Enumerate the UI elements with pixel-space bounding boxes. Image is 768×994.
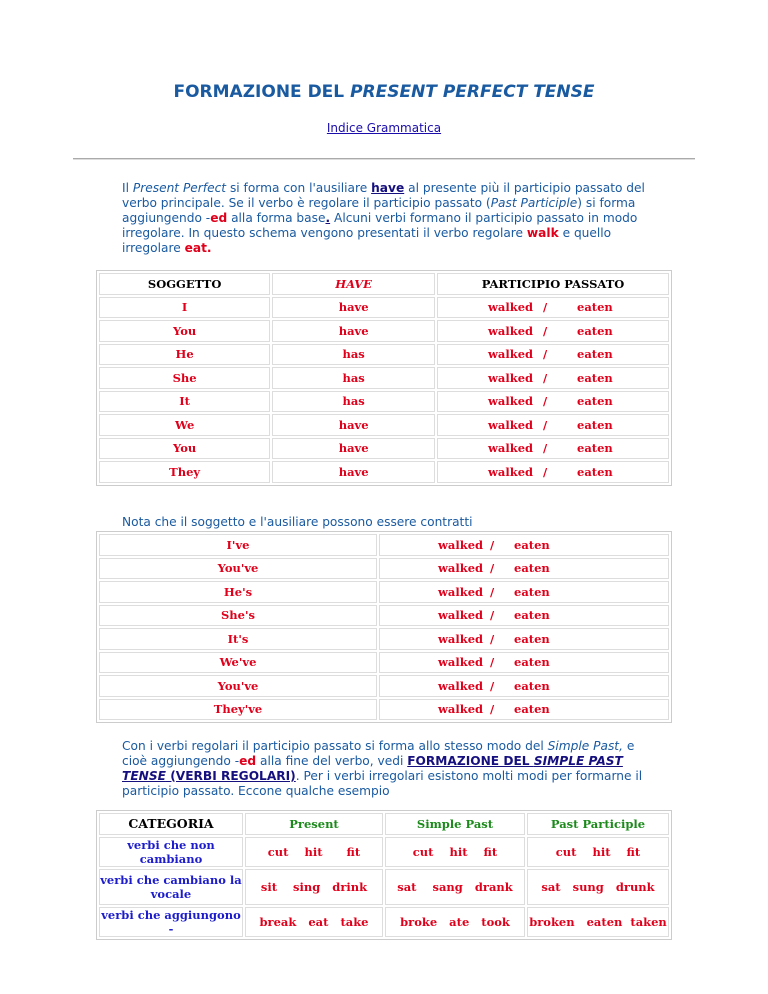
participle-separator: / bbox=[490, 678, 495, 693]
participle-separator: / bbox=[543, 417, 548, 432]
index-link[interactable]: Indice Grammatica bbox=[326, 121, 442, 135]
header-categoria: CATEGORIA bbox=[99, 813, 243, 835]
participle-cell bbox=[437, 414, 669, 436]
participle-eaten: eaten bbox=[577, 394, 613, 409]
participle-walked: walked bbox=[488, 394, 534, 409]
table-row bbox=[99, 652, 669, 674]
table-row bbox=[99, 320, 669, 342]
table-row bbox=[99, 438, 669, 460]
aux-cell: have bbox=[272, 438, 435, 460]
table-row bbox=[99, 837, 669, 867]
participle-cell bbox=[437, 320, 669, 342]
category-cell: verbi che cambiano la vocale bbox=[99, 869, 243, 905]
present-cell: break eat take bbox=[245, 907, 383, 937]
subject-cell: You bbox=[99, 438, 270, 460]
table-header-row bbox=[99, 813, 669, 835]
conjugation-table bbox=[96, 270, 672, 486]
table-row bbox=[99, 344, 669, 366]
contracted-subject-cell: You've bbox=[99, 558, 377, 580]
subject-cell: I bbox=[99, 297, 270, 319]
past-participle-cell: broken eaten taken bbox=[527, 907, 669, 937]
category-cell: verbi che aggiungono - bbox=[99, 907, 243, 937]
participle-separator: / bbox=[490, 655, 495, 670]
participle-eaten: eaten bbox=[514, 584, 550, 599]
aux-cell: has bbox=[272, 367, 435, 389]
present-cell: cut hit fit bbox=[245, 837, 383, 867]
header-past-participle: Past Participle bbox=[527, 813, 669, 835]
participle-separator: / bbox=[543, 464, 548, 479]
simple-past-cell: broke ate took bbox=[385, 907, 525, 937]
participle-walked: walked bbox=[438, 631, 484, 646]
participle-cell bbox=[437, 391, 669, 413]
note-contractions: Nota che il soggetto e l'ausiliare possono essere contratti bbox=[122, 515, 473, 529]
participle-separator: / bbox=[490, 608, 495, 623]
participle-cell bbox=[437, 438, 669, 460]
regular-verbs-paragraph: Con i verbi regolari il participio passato si forma allo stesso modo del Simple Past, e cioè aggiungendo -ed alla fine del verbo, vedi FORMAZIONE DEL SIMPLE PAST TENSE (VERBI REGOLARI). Per i verbi irregolari esistono molti modi per formarne il participio passato. Eccone qualche esempio bbox=[122, 739, 643, 798]
participle-separator: / bbox=[490, 702, 495, 717]
contracted-subject-cell: I've bbox=[99, 534, 377, 556]
subject-cell: She bbox=[99, 367, 270, 389]
participle-cell bbox=[379, 628, 669, 650]
aux-cell: have bbox=[272, 320, 435, 342]
subject-cell: We bbox=[99, 414, 270, 436]
participle-walked: walked bbox=[438, 655, 484, 670]
participle-cell bbox=[437, 344, 669, 366]
participle-eaten: eaten bbox=[577, 300, 613, 315]
contracted-subject-cell: He's bbox=[99, 581, 377, 603]
contractions-table bbox=[96, 531, 672, 723]
participle-eaten: eaten bbox=[514, 655, 550, 670]
participle-separator: / bbox=[543, 370, 548, 385]
participle-cell bbox=[379, 558, 669, 580]
aux-cell: have bbox=[272, 414, 435, 436]
table-row bbox=[99, 558, 669, 580]
table-row bbox=[99, 391, 669, 413]
table-row bbox=[99, 581, 669, 603]
participle-walked: walked bbox=[438, 561, 484, 576]
table-row bbox=[99, 675, 669, 697]
participle-eaten: eaten bbox=[577, 417, 613, 432]
participle-walked: walked bbox=[438, 702, 484, 717]
contracted-subject-cell: We've bbox=[99, 652, 377, 674]
participle-cell bbox=[379, 581, 669, 603]
participle-separator: / bbox=[490, 631, 495, 646]
participle-separator: / bbox=[490, 537, 495, 552]
participle-separator: / bbox=[490, 561, 495, 576]
contracted-subject-cell: You've bbox=[99, 675, 377, 697]
participle-separator: / bbox=[490, 584, 495, 599]
participle-separator: / bbox=[543, 300, 548, 315]
table-row bbox=[99, 869, 669, 905]
participle-eaten: eaten bbox=[577, 347, 613, 362]
simple-past-cell: cut hit fit bbox=[385, 837, 525, 867]
header-simple-past: Simple Past bbox=[385, 813, 525, 835]
participle-separator: / bbox=[543, 394, 548, 409]
header-participio: PARTICIPIO PASSATO bbox=[437, 273, 669, 295]
participle-walked: walked bbox=[488, 347, 534, 362]
present-cell: sit sing drink bbox=[245, 869, 383, 905]
aux-cell: have bbox=[272, 297, 435, 319]
contracted-subject-cell: They've bbox=[99, 699, 377, 721]
table-row bbox=[99, 414, 669, 436]
table-row bbox=[99, 628, 669, 650]
participle-walked: walked bbox=[438, 537, 484, 552]
divider bbox=[73, 158, 695, 160]
participle-cell bbox=[379, 652, 669, 674]
table-row bbox=[99, 534, 669, 556]
subject-cell: They bbox=[99, 461, 270, 483]
table-row bbox=[99, 367, 669, 389]
participle-eaten: eaten bbox=[514, 702, 550, 717]
table-row bbox=[99, 461, 669, 483]
participle-cell bbox=[437, 297, 669, 319]
participle-eaten: eaten bbox=[577, 441, 613, 456]
past-participle-cell: sat sung drunk bbox=[527, 869, 669, 905]
subject-cell: He bbox=[99, 344, 270, 366]
participle-separator: / bbox=[543, 323, 548, 338]
participle-cell bbox=[379, 699, 669, 721]
header-soggetto: SOGGETTO bbox=[99, 273, 270, 295]
aux-cell: have bbox=[272, 461, 435, 483]
participle-walked: walked bbox=[438, 584, 484, 599]
participle-eaten: eaten bbox=[577, 370, 613, 385]
participle-walked: walked bbox=[488, 441, 534, 456]
subject-cell: You bbox=[99, 320, 270, 342]
participle-walked: walked bbox=[488, 300, 534, 315]
participle-separator: / bbox=[543, 347, 548, 362]
participle-walked: walked bbox=[488, 323, 534, 338]
table-row bbox=[99, 907, 669, 937]
header-have: HAVE bbox=[272, 273, 435, 295]
contracted-subject-cell: She's bbox=[99, 605, 377, 627]
participle-eaten: eaten bbox=[514, 678, 550, 693]
participle-walked: walked bbox=[488, 464, 534, 479]
participle-cell bbox=[379, 605, 669, 627]
subject-cell: It bbox=[99, 391, 270, 413]
contracted-subject-cell: It's bbox=[99, 628, 377, 650]
participle-eaten: eaten bbox=[514, 561, 550, 576]
category-cell: verbi che non cambiano bbox=[99, 837, 243, 867]
participle-cell bbox=[437, 461, 669, 483]
participle-eaten: eaten bbox=[514, 537, 550, 552]
aux-cell: has bbox=[272, 344, 435, 366]
participle-walked: walked bbox=[488, 370, 534, 385]
participle-eaten: eaten bbox=[514, 608, 550, 623]
table-header-row bbox=[99, 273, 669, 295]
participle-eaten: eaten bbox=[577, 323, 613, 338]
intro-paragraph: Il Present Perfect si forma con l'ausiliare have al presente più il participio passato del verbo principale. Se il verbo è regolare il participio passato (Past Participle) si forma aggiungendo -ed alla forma base. Alcuni verbi formano il participio passato in modo irregolare. In questo schema vengono presentati il verbo regolare walk e quello irregolare eat. bbox=[122, 181, 645, 255]
table-row bbox=[99, 605, 669, 627]
participle-walked: walked bbox=[488, 417, 534, 432]
participle-separator: / bbox=[543, 441, 548, 456]
participle-walked: walked bbox=[438, 678, 484, 693]
header-present: Present bbox=[245, 813, 383, 835]
participle-cell bbox=[379, 675, 669, 697]
page-title: FORMAZIONE DEL PRESENT PERFECT TENSE bbox=[173, 82, 595, 102]
simple-past-link[interactable]: FORMAZIONE DEL SIMPLE PAST TENSE (VERBI REGOLARI) bbox=[122, 754, 623, 783]
table-row bbox=[99, 699, 669, 721]
aux-cell: has bbox=[272, 391, 435, 413]
simple-past-cell: sat sang drank bbox=[385, 869, 525, 905]
irregular-verbs-table bbox=[96, 810, 672, 940]
past-participle-cell: cut hit fit bbox=[527, 837, 669, 867]
participle-walked: walked bbox=[438, 608, 484, 623]
participle-cell bbox=[379, 534, 669, 556]
participle-eaten: eaten bbox=[514, 631, 550, 646]
participle-cell bbox=[437, 367, 669, 389]
table-row bbox=[99, 297, 669, 319]
participle-eaten: eaten bbox=[577, 464, 613, 479]
